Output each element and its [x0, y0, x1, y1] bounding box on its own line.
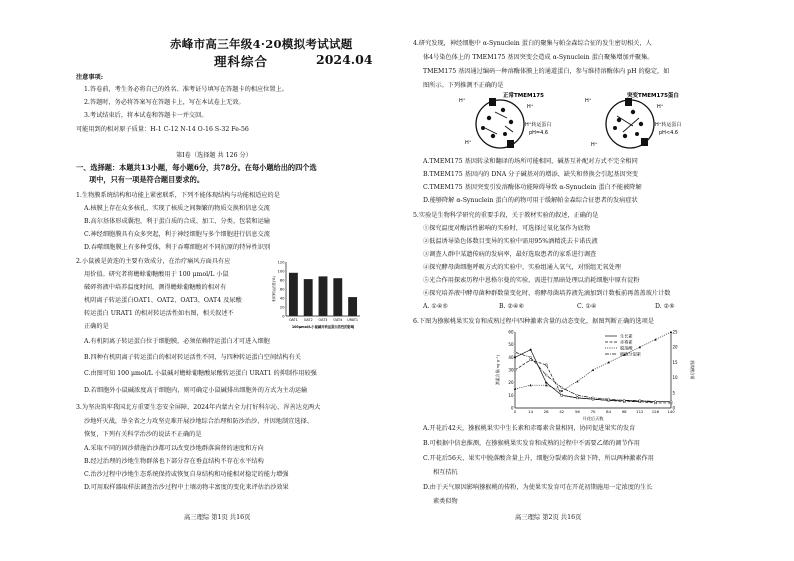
x-tick-label: 126: [651, 409, 660, 414]
q6-option-b: B.可根据中信息推测，在猕猴桃果实发育和成熟的过程中不需要乙烯的调节作用: [423, 440, 640, 447]
y-tick-label: 0: [282, 314, 285, 319]
x-tick-label: 98: [621, 409, 627, 414]
y-tick-label: 60: [279, 287, 285, 292]
data-point: [576, 397, 578, 399]
q5-option-d: D. ②⑥: [655, 303, 675, 310]
fig-right-title: 突变TMEM175蛋白: [627, 93, 679, 99]
q4-option-b: B.TMEM175 基因内的 DNA 分子碱基对的增添、缺失和替换会引起基因突变: [423, 171, 639, 178]
section-intro: 项中，只有一项是符合题目要求的。: [89, 175, 205, 184]
x-tick-label: 70: [590, 409, 596, 414]
y-axis-label: 相对转运活性(%): [272, 276, 276, 302]
x-tick-label: 42: [559, 409, 565, 414]
left-y-axis-label: 激素含量(ng·g⁻¹): [495, 354, 500, 386]
x-tick-label: 28: [543, 409, 549, 414]
x-tick-label: OAT3: [318, 318, 328, 322]
q5-statement: ③调查人群中某遗传病的发病率，最好选取患者的家系进行调查: [423, 251, 597, 258]
q4-stem-line: 体4号染色体上的 TMEM175 基因突变会造成 α-Synuclein 蛋白聚集增加并聚集。: [423, 54, 654, 61]
x-tick-label: URAT1: [347, 318, 359, 322]
q2-stem-line: 机阴离子转运蛋白OAT1、OAT2、OAT3、OAT4 及尿酸: [84, 297, 242, 304]
x-axis-label: 100μmol/L小鼠碱对转运蛋白活性的影响: [291, 325, 355, 329]
x-tick-label: 140: [667, 409, 675, 414]
data-point: [514, 356, 516, 358]
note-item: 2.答题时，务必将答案写在答题卡上，写在本试卷上无效。: [84, 99, 245, 106]
data-point: [514, 369, 516, 371]
bar: [333, 278, 342, 316]
left-y-tick-label: 50: [508, 342, 514, 348]
right-y-tick-label: 5: [672, 390, 676, 396]
x-tick-label: 84: [606, 409, 612, 414]
atomic-mass-note: 可能用到的相对原子质量：H-1 C-12 N-14 O-16 S-32 Fe-56: [76, 126, 249, 133]
q1-stem: 1.生物膜系统结构和功能上紧密联系，下列不能体现结构与功能相适应的是: [76, 192, 280, 199]
data-point: [530, 359, 532, 361]
q6-option-d: D.由于天气原因影响猕猴桃的传粉，为使果实发育可在开花初期施用一定浓度的生长: [423, 484, 653, 491]
lysosome-figure: [455, 88, 705, 158]
page-footer: 高三理综 第2页 共16页: [515, 514, 582, 521]
data-point: [561, 394, 563, 396]
normal-ph: pH=4.6: [529, 130, 549, 136]
x-tick-label: OAT2: [303, 318, 313, 322]
x-tick-label: 112: [636, 409, 644, 414]
note-item: 1.答卷前，考生务必将自己的姓名、准考证号填写在答题卡的相应位置上。: [84, 86, 288, 93]
q1-option-d: D.吞噬细胞膜上有多种受体，利于吞噬细胞对不同抗原的特异性识别: [84, 244, 271, 251]
q2-stem-line: 转运蛋白 URAT1 的相对转运活性如右图，相关叙述不: [84, 310, 234, 317]
q6-stem: 6.下图为猕猴桃果实发育和成熟过程中四种激素含量的动态变化，据图判断正确的选项是: [413, 318, 655, 325]
q5-statement: ①探究温度对酶活性影响的实验时，可选择过氧化氢作为底物: [423, 225, 591, 232]
q5-option-c: C. ①④: [577, 303, 597, 310]
part-title: 第Ⅰ卷（选择题 共 126 分）: [176, 152, 252, 159]
data-point: [576, 380, 578, 382]
q4-stem-line: 4.研究发现，神经细胞中 α-Synuclein 蛋白的聚集与帕金森综合征的发生密切相关，人: [413, 40, 652, 47]
q4-stem-line: TMEM175 基因通过编码一种溶酶体膜上的通道蛋白，参与维持溶酶体内 pH 的稳定，如: [423, 68, 670, 75]
x-tick-label: 0: [513, 409, 517, 414]
data-point: [545, 382, 547, 384]
series-line-4: [515, 352, 671, 401]
right-y-tick-label: 0: [672, 405, 676, 411]
x-tick-label: 56: [574, 409, 580, 414]
right-y-tick-label: 15: [672, 359, 678, 365]
data-point: [514, 351, 516, 354]
q2-option-d: D.若细胞外小鼠碱浓度高于细胞内，则可确定小鼠碱排出细胞外的方式为主动运输: [84, 387, 308, 394]
q2-stem-line: 正确的是: [84, 323, 109, 330]
q4-option-c: C.TMEM175 基因突变引发溶酶体功能障碍导致 α-Synuclein 蛋白不能被降解: [423, 184, 642, 191]
exam-title: 赤峰市高三年级4·20模拟考试试题: [170, 37, 353, 51]
h-ion-label: H⁺: [527, 104, 534, 110]
mutant-ph: pH<4.6: [659, 130, 679, 136]
q4-option-a: A.TMEM175 基因转录和翻译的场所可能相同，碱基互补配对方式不完全相同: [423, 158, 638, 165]
fig-left-title: 正常TMEM175: [503, 93, 544, 99]
q5-statement: ②低温诱导染色体数目变异的实验中需用95%酒精洗去卡诺氏液: [423, 238, 598, 245]
q6-option-c-cont: 相互拮抗: [433, 469, 458, 476]
mutant-lysosome: [606, 98, 654, 148]
q2-stem-line: 用价值。研究者将蟾蜍葡糖酸用于 100 μmol/L 小鼠: [84, 271, 229, 278]
y-tick-label: 100: [277, 269, 285, 274]
h-ion-label: H⁺: [591, 142, 598, 148]
q2-stem-line: 2.小鼠被是黄连的主要有效成分，在治疗痛风方面具有应: [76, 258, 231, 265]
q5-statement: ⑤光合作用探索历程中恩格尔曼的实验，需进行黑暗处理以消耗细胞中原有淀粉: [423, 277, 640, 284]
left-y-tick-label: 10: [508, 392, 514, 398]
h-ion-label: H⁺: [657, 104, 664, 110]
h-ion-label: H⁺: [459, 98, 466, 104]
x-tick-label: OAT4: [333, 318, 343, 322]
q3-stem-line: 恢复，下列有关科学治沙的说法不正确的是: [84, 431, 202, 438]
x-tick-label: OAT1: [288, 318, 298, 322]
note-item: 3.考试结束后，将本试卷和答题卡一并交回。: [84, 112, 208, 119]
q6-option-a: A.开花后42天，猕猴桃果实中生长素和赤霉素含量相同，协同促进果实的发育: [423, 425, 636, 432]
mutant-transporter-label: H⁺转运蛋白: [655, 122, 682, 128]
left-y-tick-label: 0: [510, 405, 514, 411]
q5-statement: ⑥探究培养液中酵母菌种群数量变化时，将酵母菌培养液先滴加到计数板前再盖盖玻片计数: [423, 290, 671, 297]
q3-stem-line: 沙地歼灭战，举全省之力攻坚克难开展沙地综合治理和防沙治沙，并因地制宜选择、: [84, 418, 313, 425]
right-y-tick-label: 25: [672, 329, 678, 335]
page-footer: 高三理综 第1页 共16页: [184, 514, 251, 521]
data-point: [545, 364, 547, 366]
q5-option-a: A. ①④⑤: [423, 303, 449, 310]
q2-option-c: C.由图可知 100 μmol/L 小鼠碱对蟾蜍葡糖酸尿酸转运蛋白 URAT1 的抑制作用较强: [84, 370, 317, 377]
subject-title: 理科综合: [214, 54, 269, 69]
q3-option-d: D.可用取样器取样法调查治沙过程中土壤动物丰富度的变化来评估治沙效果: [84, 484, 289, 491]
q6-option-d-cont: 素类似物: [433, 498, 458, 505]
q4-option-d: D.能够降解 α-Synuclein 蛋白的药物可用于缓解帕金森综合征患者的发病症状: [423, 197, 638, 204]
q1-option-b: B.高尔基体形成囊泡，利于蛋白质的合成、加工、分类、包装和运输: [84, 218, 270, 225]
right-y-tick-label: 10: [672, 375, 678, 381]
data-point: [576, 394, 578, 397]
notes-heading: 注意事项:: [76, 74, 104, 81]
y-tick-label: 20: [279, 305, 285, 310]
left-y-tick-label: 60: [508, 329, 514, 335]
bar-chart-svg: [272, 258, 364, 330]
series-line-3: [515, 332, 671, 391]
x-tick-label: 14: [528, 409, 534, 414]
q5-option-b: B. ②④⑥: [499, 303, 525, 310]
q6-option-c: C.开花后56天，果实中脱落酸含量上升，细胞分裂素的含量下降，所以两种激素作用: [423, 455, 654, 462]
x-axis-label: 开花后天数: [582, 416, 604, 421]
data-point: [530, 349, 532, 351]
legend-label: 赤霉素: [620, 339, 633, 345]
legend-label: 生长素: [620, 333, 633, 339]
q2-bar-chart: [272, 258, 364, 330]
exam-date: 2024.04: [316, 52, 373, 67]
y-tick-label: 120: [277, 260, 285, 265]
h-ion-label: H⁺: [465, 140, 472, 146]
normal-transporter-label: H⁺转运蛋白: [525, 122, 552, 128]
q2-option-a: A.有机阴离子转运蛋白位于细胞膜，必须依赖特运蛋白才可进入细胞: [84, 338, 270, 345]
line-chart-svg: [493, 328, 697, 422]
q4-stem-line: 图所示。下列推测不正确的是: [423, 82, 504, 89]
q5-stem: 5.实验是生物科学研究的重要手段，关于教材实验的叙述，正确的是: [413, 212, 599, 219]
bar: [319, 276, 328, 316]
q1-option-a: A.核膜上存在众多核孔，实现了核质之间频繁的物质交换和信息交流: [84, 205, 270, 212]
q6-line-chart: [493, 328, 697, 422]
q2-option-b: B.四种有机阴离子转运蛋白的相对转运活性不同，与四种转运蛋白空间结构有关: [84, 354, 301, 361]
y-tick-label: 40: [279, 296, 285, 301]
data-point: [529, 384, 531, 386]
q1-option-c: C.神经细胞膜具有众多突起，利于神经细胞与多个细胞进行信息交流: [84, 231, 270, 238]
section-intro: 一、选择题：本题共13小题，每小题6分，共78分。在每小题给出的四个选: [76, 163, 317, 172]
legend-label: 细胞分裂素: [620, 351, 641, 357]
left-y-tick-label: 30: [508, 367, 514, 373]
bar: [348, 297, 357, 316]
lysosome-diagram: [455, 88, 705, 158]
q2-stem-line: 破碎将液中培养温度时间，测得蟾蜍葡糖酸的相对有: [84, 284, 227, 291]
q3-option-a: A.采取不同的固沙措施治沙都可以改变沙地群落演替的速度和方向: [84, 445, 264, 452]
q5-statement: ④探究酵母菌细胞呼吸方式的实验中，实验组通入氧气，对照组无氧处理: [423, 264, 621, 271]
right-y-tick-label: 20: [672, 344, 678, 350]
normal-lysosome: [476, 98, 524, 148]
bar: [304, 279, 313, 316]
h-ion-label: H⁺: [585, 98, 592, 104]
page-2: [397, 0, 794, 561]
bar: [289, 273, 298, 316]
right-y-axis-label: 脱落酸含量: [690, 360, 695, 380]
legend-label: 脱落酸: [620, 345, 633, 351]
q3-stem-line: 3.为坚决筑牢我国北方重要生态安全屏障，2024年内蒙古全力打好科尔沁、浑善达克两大: [76, 404, 321, 411]
left-y-tick-label: 20: [508, 380, 514, 386]
y-tick-label: 80: [279, 278, 285, 283]
q3-option-b: B.经过治理的沙地生物群落也下部分存在垂直结构不存在水平结构: [84, 458, 264, 465]
left-y-tick-label: 40: [508, 354, 514, 360]
q3-option-c: C.治沙过程中沙地生态系统保持或恢复自身结构和功能相对稳定的能力增强: [84, 471, 289, 478]
data-point: [654, 338, 656, 340]
series-line-1: [515, 350, 671, 402]
